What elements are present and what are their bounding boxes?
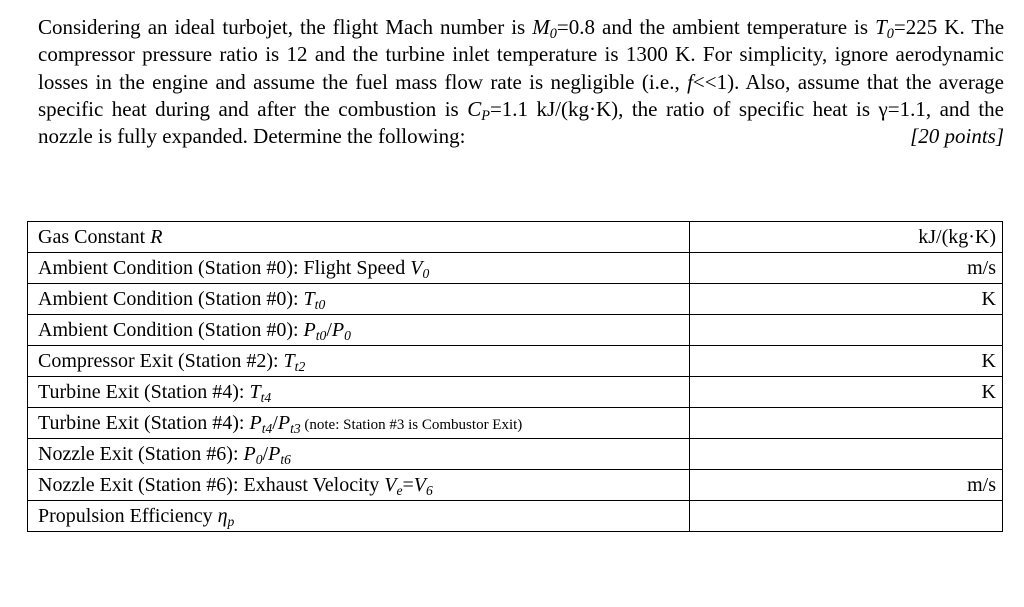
answer-cell[interactable] (690, 284, 1003, 315)
answer-cell[interactable] (690, 346, 1003, 377)
unit-label: K (981, 287, 996, 310)
row-label-tt4: Turbine Exit (Station #4): $T_{t4}$ (28, 377, 690, 408)
table-row (28, 470, 1003, 501)
answer-cell[interactable] (690, 315, 1003, 346)
unit-label: K (981, 349, 996, 372)
table-row (28, 346, 1003, 377)
problem-statement: Considering an ideal turbojet, the flight Mach number is $M_0=0.8$ and the ambient temperature is $T_0=225$ K. The compressor pressure ratio is 12 and the turbine inlet temperature is 1300 K. For simplicity, ignore aerodynamic losses in the engine and assume the fuel mass flow rate is negligible (i.e., f<<1). Also, assume that the average specific heat during and after the combustion is $C_P=1.1$ kJ/(kg·K), the ratio of specific heat is γ=1.1, and the nozzle is fully expanded. Determine the following: [20 points] (38, 14, 1004, 150)
answer-cell[interactable] (690, 253, 1003, 284)
answer-cell[interactable] (690, 222, 1003, 253)
table-row (28, 501, 1003, 532)
unit-label: K (981, 380, 996, 403)
answer-cell[interactable] (690, 439, 1003, 470)
unit-label: m/s (967, 473, 996, 496)
row-label-pt0-p0: Ambient Condition (Station #0): $P_{t0}/P_0$ (28, 315, 690, 346)
row-note: (note: Station #3 is Combustor Exit) (300, 416, 523, 433)
results-table (27, 221, 1003, 532)
row-label-gas-constant: Gas Constant R (28, 222, 690, 253)
answer-cell[interactable] (690, 470, 1003, 501)
answer-cell[interactable] (690, 377, 1003, 408)
unit-label: kJ/(kg·K) (918, 225, 996, 248)
row-label-tt2: Compressor Exit (Station #2): $T_{t2}$ (28, 346, 690, 377)
table-row (28, 284, 1003, 315)
row-label-exhaust-velocity: Nozzle Exit (Station #6): Exhaust Velocity $V_e=V_6$ (28, 470, 690, 501)
answer-cell[interactable] (690, 408, 1003, 439)
table-row (28, 377, 1003, 408)
table-row (28, 222, 1003, 253)
row-label-pt4-pt3: Turbine Exit (Station #4): $P_{t4}/P_{t3}$ (note: Station #3 is Combustor Exit) (28, 408, 690, 439)
row-label-flight-speed: Ambient Condition (Station #0): Flight Speed $V_0$ (28, 253, 690, 284)
table-row (28, 315, 1003, 346)
answer-cell[interactable] (690, 501, 1003, 532)
points-label: [20 points] (910, 124, 1004, 149)
table-row (28, 253, 1003, 284)
table-row (28, 408, 1003, 439)
unit-label: m/s (967, 256, 996, 279)
table-row (28, 439, 1003, 470)
row-label-tt0: Ambient Condition (Station #0): $T_{t0}$ (28, 284, 690, 315)
row-label-propulsion-efficiency: Propulsion Efficiency $\eta_p$ (28, 501, 690, 532)
row-label-p0-pt6: Nozzle Exit (Station #6): $P_0/P_{t6}$ (28, 439, 690, 470)
